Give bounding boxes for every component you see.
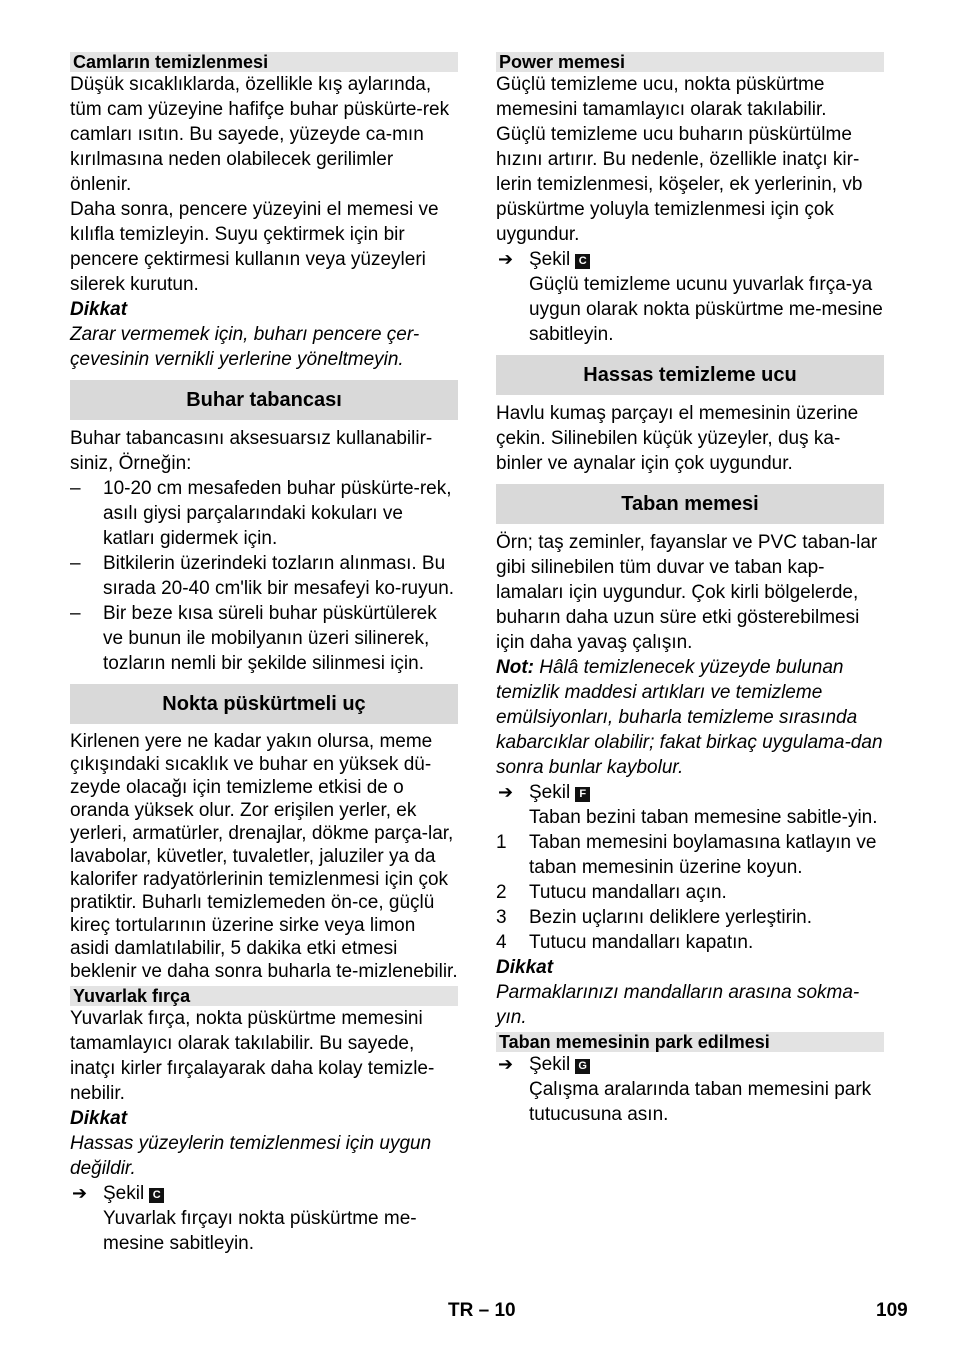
caution-title: Dikkat bbox=[70, 299, 128, 320]
arrow-right-icon: ➔ bbox=[72, 1183, 88, 1203]
list-item: – 10-20 cm mesafeden buhar püskürte-rek, asılı giysi parçalarındaki kokuları ve katları gidermek için. bbox=[70, 476, 458, 551]
paragraph: Havlu kumaş parçayı el memesinin üzerine çekin. Silinebilen küçük yüzeyler, duş ka-binler ve aynalar için çok uygundur. bbox=[496, 403, 859, 474]
arrow-right-icon: ➔ bbox=[498, 782, 514, 802]
paragraph: Güçlü temizleme ucu, nokta püskürtme memesini tamamlayıcı olarak takılabilir. bbox=[496, 74, 827, 120]
right-column bbox=[496, 52, 884, 1127]
figure-reference bbox=[496, 247, 884, 272]
dash-list bbox=[70, 476, 458, 676]
section-heading-steam-gun: Buhar tabancası bbox=[70, 380, 458, 420]
list-item: – Bitkilerin üzerindeki tozların alınması. Bu sırada 20-40 cm'lik bir mesafeyi ko-ruyun. bbox=[70, 551, 458, 601]
section-heading-round-brush: Yuvarlak fırça bbox=[70, 986, 458, 1006]
paragraph: Kirlenen yere ne kadar yakın olursa, meme çıkışındaki sıcaklık ve buhar en yüksek dü-zeyde olacağı için temizleme etkisi de o oranda yüksek olur. Zor erişilen yerler, ek yerleri, armatürler, drenajlar, dökme parça-lar, lavabolar, küvetler, tuvaletler, jaluziler ya da kalorifer radyatörlerinin temizlenmesi için çok pratiktir. Buharlı temizlemeden ön-ce, güçlü kireç tortularının üzerine sirke veya limon asidi damlatılabilir, 5 dakika etki etmesi beklenir ve daha sonra buharla te-mizlenebilir. bbox=[70, 731, 458, 982]
arrow-right-icon: ➔ bbox=[498, 249, 514, 269]
list-item bbox=[496, 880, 884, 905]
paragraph: Güçlü temizleme ucu buharın püskürtülme hızını artırır. Bu nedenle, özellikle inatçı kir-lerin temizlenmesi, köşeler, ek yerlerinin, vb püskürtme yoluyla temizlenmesi için çok uygundur. bbox=[496, 124, 863, 245]
section-heading-floor-nozzle-parking: Taban memesinin park edilmesi bbox=[496, 1032, 884, 1052]
section-heading-detail-nozzle: Hassas temizleme ucu bbox=[496, 355, 884, 395]
section-heading-power-nozzle: Power memesi bbox=[496, 52, 884, 72]
step-text: Tutucu mandalları kapatın. bbox=[529, 932, 754, 953]
list-item: – Bir beze kısa süreli buhar püskürtülerek ve bunun ile mobilyanın üzeri silinerek, tozların nemli bir şekilde silinmesi için. bbox=[70, 601, 458, 676]
arrow-right-icon: ➔ bbox=[498, 1054, 514, 1074]
step-text: Bezin uçlarını deliklere yerleştirin. bbox=[529, 907, 813, 928]
caution-text: Hassas yüzeylerin temizlenmesi için uygun değildir. bbox=[70, 1133, 432, 1179]
footer-section-label: TR – 10 bbox=[448, 1300, 516, 1321]
note-paragraph bbox=[496, 655, 884, 780]
section-heading-point-nozzle: Nokta püskürtmeli uç bbox=[70, 684, 458, 724]
step-text: Taban memesini boylamasına katlayın ve taban memesinin üzerine koyun. bbox=[529, 832, 877, 878]
step-number: 2 bbox=[496, 882, 507, 903]
list-item bbox=[496, 905, 884, 930]
caution-text: Parmaklarınızı mandalların arasına sokma-yın. bbox=[496, 982, 860, 1028]
step-number: 3 bbox=[496, 907, 507, 928]
figure-label: Şekil bbox=[103, 1183, 145, 1204]
figure-reference bbox=[70, 1181, 458, 1206]
step-text: Tutucu mandalları açın. bbox=[529, 882, 727, 903]
numbered-steps bbox=[496, 830, 884, 955]
figure-reference bbox=[496, 1052, 884, 1077]
page-number: 109 bbox=[876, 1300, 908, 1321]
paragraph: Daha sonra, pencere yüzeyini el memesi ve kılıfla temizleyin. Suyu çektirmek için bir pencere çektirmesi kullanın veya yüzeyleri silerek kurutun. bbox=[70, 199, 439, 295]
paragraph: Yuvarlak fırça, nokta püskürtme memesini tamamlayıcı olarak takılabilir. Bu sayede, inatçı kirler fırçalayarak daha kolay temizle-nebilir. bbox=[70, 1008, 435, 1104]
paragraph: Buhar tabancasını aksesuarsız kullanabilir-siniz, Örneğin: bbox=[70, 428, 433, 474]
figure-label: Şekil bbox=[529, 249, 571, 270]
figure-key-badge: C bbox=[575, 254, 590, 269]
figure-label: Şekil bbox=[529, 1054, 571, 1075]
list-item bbox=[496, 930, 884, 955]
caution-title: Dikkat bbox=[496, 957, 554, 978]
figure-label: Şekil bbox=[529, 782, 571, 803]
step-text: Yuvarlak fırçayı nokta püskürtme me-mesine sabitleyin. bbox=[103, 1208, 417, 1254]
step-text: Güçlü temizleme ucunu yuvarlak fırça-ya uygun olarak nokta püskürtme me-mesine sabitleyin. bbox=[529, 274, 883, 345]
list-item bbox=[496, 830, 884, 880]
figure-reference bbox=[496, 780, 884, 805]
figure-key-badge: F bbox=[575, 787, 590, 802]
step-number: 1 bbox=[496, 832, 507, 853]
section-heading-floor-nozzle: Taban memesi bbox=[496, 484, 884, 524]
caution-text: Zarar vermemek için, buharı pencere çer-çevesinin vernikli yerlerine yöneltmeyin. bbox=[70, 324, 420, 370]
paragraph: Örn; taş zeminler, fayanslar ve PVC taban-lar gibi silinebilen tüm duvar ve taban kap-lamaları için uygundur. Çok kirli bölgelerde, buharın daha uzun süre etki gösterebilmesi için daha yavaş çalışın. bbox=[496, 532, 878, 653]
caution-title: Dikkat bbox=[70, 1108, 128, 1129]
step-number: 4 bbox=[496, 932, 507, 953]
figure-key-badge: G bbox=[575, 1059, 590, 1074]
section-heading-window-cleaning: Camların temizlenmesi bbox=[70, 52, 458, 72]
left-column bbox=[70, 52, 458, 1256]
step-text: Taban bezini taban memesine sabitle-yin. bbox=[529, 807, 878, 828]
paragraph: Düşük sıcaklıklarda, özellikle kış aylarında, tüm cam yüzeyine hafifçe buhar püskürte-rek camları ısıtın. Bu sayede, yüzeyde ca-mın kırılmasına neden olabilecek gerilimler önlenir. bbox=[70, 74, 450, 195]
step-text: Çalışma aralarında taban memesini park tutucusuna asın. bbox=[529, 1079, 872, 1125]
note-text: Hâlâ temizlenecek yüzeyde bulunan temizlik maddesi artıkları ve temizleme emülsiyonları, buharla temizleme sırasında kabarcıklar olabilir; fakat birkaç uygulama-dan sonra bunlar kaybolur. bbox=[496, 657, 883, 778]
figure-key-badge: C bbox=[149, 1188, 164, 1203]
note-label: Not: bbox=[496, 657, 534, 678]
